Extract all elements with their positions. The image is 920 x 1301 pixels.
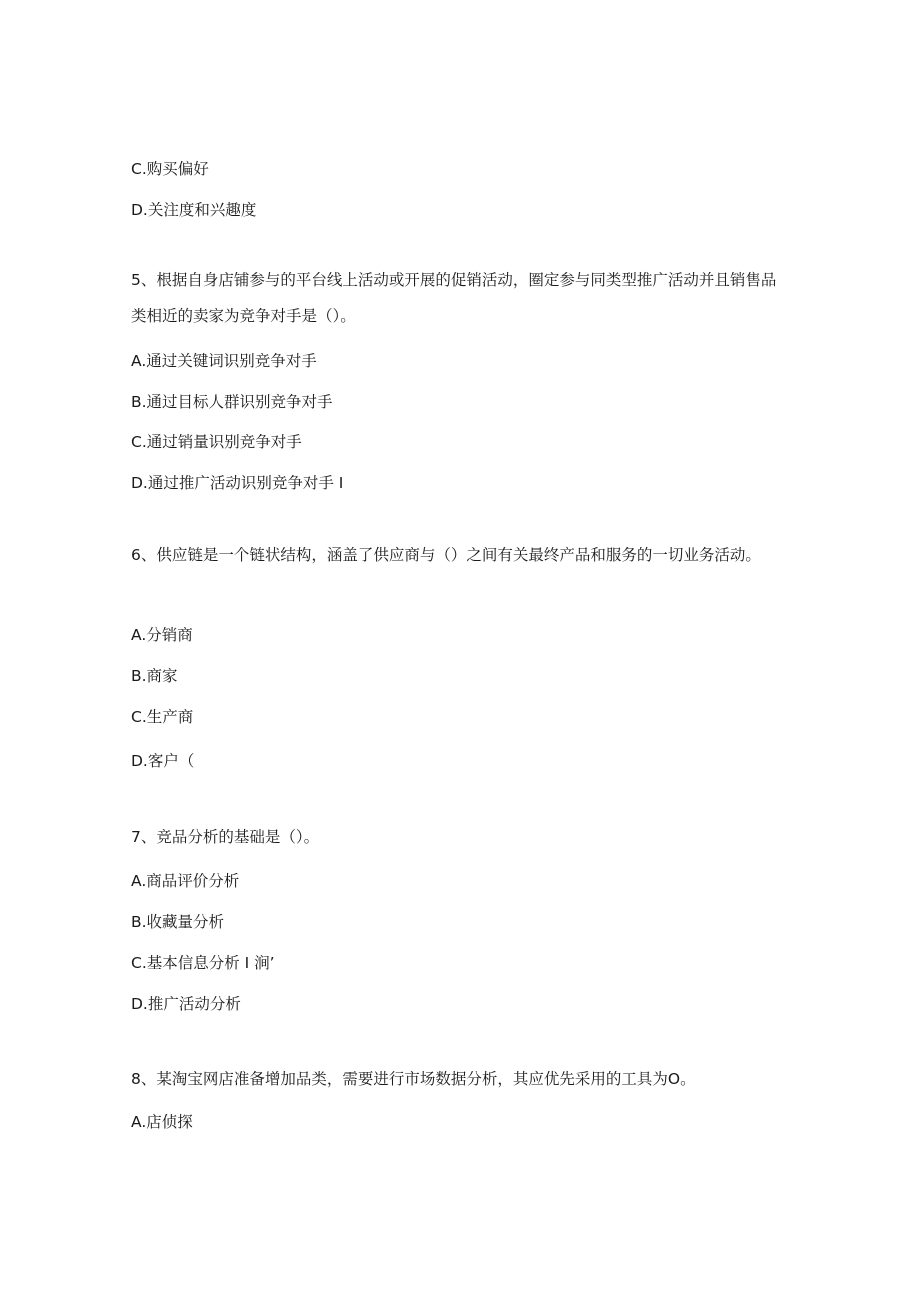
option-a-q5: A.通过关键词识别竞争对手	[131, 352, 317, 370]
option-a-q7: A.商品评价分析	[131, 872, 240, 890]
option-d-q6: D.客户（	[131, 752, 195, 770]
option-c-q7: C.基本信息分析 I 涧’	[131, 954, 275, 972]
option-a-q6: A.分销商	[131, 626, 193, 644]
option-c-q6: C.生产商	[131, 708, 194, 726]
question-8-text: 8、某淘宝网店准备增加品类，需要进行市场数据分析，其应优先采用的工具为O。	[131, 1070, 696, 1088]
option-d-q4: D.关注度和兴趣度	[131, 201, 257, 219]
option-c-q4: C.购买偏好	[131, 160, 209, 178]
option-b-q6: B.商家	[131, 667, 178, 685]
option-a-q8: A.店侦探	[131, 1113, 193, 1131]
question-6-text: 6、供应链是一个链状结构，涵盖了供应商与（）之间有关最终产品和服务的一切业务活动。	[131, 546, 761, 564]
option-b-q7: B.收藏量分析	[131, 913, 225, 931]
option-b-q5: B.通过目标人群识别竞争对手	[131, 393, 333, 411]
option-d-q5: D.通过推广活动识别竞争对手 I	[131, 474, 344, 492]
option-d-q7: D.推广活动分析	[131, 995, 241, 1013]
option-c-q5: C.通过销量识别竞争对手	[131, 433, 302, 451]
question-7-text: 7、竞品分析的基础是（）。	[131, 828, 320, 846]
question-5-text: 5、根据自身店铺参与的平台线上活动或开展的促销活动，圈定参与同类型推广活动并且销售品类相近的卖家为竞争对手是（）。	[131, 271, 777, 325]
